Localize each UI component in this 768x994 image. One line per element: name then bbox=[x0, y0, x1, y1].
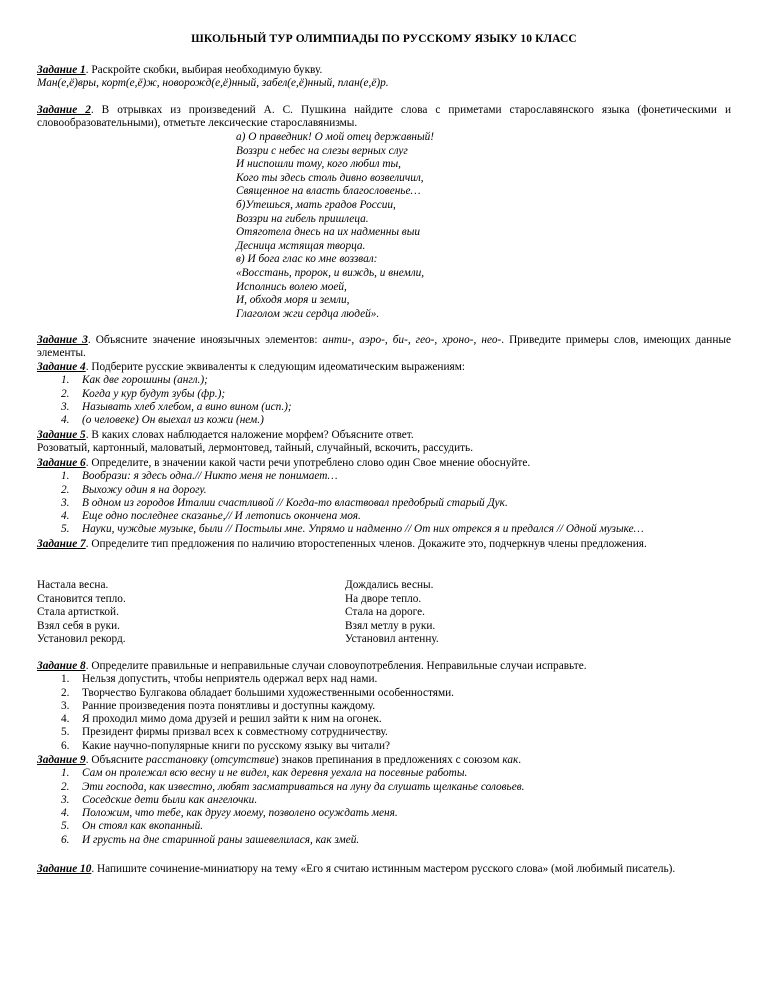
poem-line: И ниспошли тому, кого любил ты, bbox=[236, 158, 401, 171]
task-8-list bbox=[37, 673, 731, 753]
task-5 bbox=[37, 429, 731, 455]
task-9-label: Задание 9 bbox=[37, 754, 86, 766]
sentence: На дворе тепло. bbox=[345, 592, 422, 605]
task-3 bbox=[37, 334, 731, 360]
list-item-text: (о человеке) Он выехал из кожи (нем.) bbox=[82, 414, 264, 427]
list-item-text: Творчество Булгакова обладает большими художественными особенностями. bbox=[82, 686, 454, 699]
list-item bbox=[37, 374, 731, 387]
list-item bbox=[37, 713, 731, 726]
poem-line: а) О праведник! О мой отец державный! bbox=[236, 131, 435, 143]
list-item-text: Науки, чуждые музыке, были // Постылы мне. Упрямо и надменно // От них отрекся я и предался // Одной музыке… bbox=[82, 523, 644, 536]
list-item-text: Он стоял как вкопанный. bbox=[82, 820, 204, 833]
task-8-label: Задание 8 bbox=[37, 660, 86, 672]
poem-line: б)Утешься, мать градов России, bbox=[236, 198, 396, 211]
list-number: 1. bbox=[61, 470, 70, 483]
list-item-text: Эти господа, как известно, любят засматриваться на луну да слушать щелканье соловьев. bbox=[82, 780, 525, 793]
list-item bbox=[37, 794, 731, 807]
list-number: 6. bbox=[61, 833, 70, 846]
task-1-label: Задание 1 bbox=[37, 64, 86, 76]
list-item bbox=[37, 497, 731, 510]
list-item-text: Называть хлеб хлебом, а вино вином (исп.); bbox=[82, 400, 292, 413]
task-2-text: . В отрывках из произведений А. С. Пушкина найдите слова с приметами старославянского языка (фонетическими и словообразовательными), отметьте лексические старославянизмы. bbox=[37, 104, 731, 130]
task-2 bbox=[37, 104, 731, 130]
list-number: 4. bbox=[61, 510, 70, 523]
list-item bbox=[37, 700, 731, 713]
list-item bbox=[37, 523, 731, 536]
task-9-text: . Объясните bbox=[85, 754, 146, 766]
task-1-words: Ман(е,ё)вры, корт(е,ё)ж, новорожд(е,ё)нный, забел(е,ё)нный, план(е,ё)р. bbox=[37, 77, 389, 90]
page-title: ШКОЛЬНЫЙ ТУР ОЛИМПИАДЫ ПО РУССКОМУ ЯЗЫКУ 10 КЛАСС bbox=[191, 33, 577, 45]
list-item-text: Ранние произведения поэта понятливы и доступны каждому. bbox=[82, 699, 376, 712]
list-item bbox=[37, 414, 731, 427]
poem-line: «Восстань, пророк, и виждь, и внемли, bbox=[236, 266, 425, 279]
task-6-label: Задание 6 bbox=[37, 457, 86, 469]
pushkin-excerpts bbox=[236, 131, 434, 321]
task-10-label: Задание 10 bbox=[37, 863, 92, 875]
list-number: 5. bbox=[61, 523, 70, 536]
sentence: Установил рекорд. bbox=[37, 633, 126, 646]
sentence: Взял метлу в руки. bbox=[345, 619, 436, 632]
sentence: Стала артисткой. bbox=[37, 606, 119, 619]
sentence: Становится тепло. bbox=[37, 592, 126, 605]
list-number: 2. bbox=[61, 780, 70, 793]
list-item-text: Еще одно последнее сказанье,// И летопись окончена моя. bbox=[82, 510, 361, 523]
list-item-text: Выхожу один я на дорогу. bbox=[82, 483, 207, 496]
poem-line: Воззри на гибель пришлеца. bbox=[236, 212, 369, 225]
list-item bbox=[37, 388, 731, 401]
list-item-text: Какие научно-популярные книги по русскому языку вы читали? bbox=[82, 739, 391, 752]
task-1-text: . Раскройте скобки, выбирая необходимую букву. bbox=[85, 64, 323, 76]
list-item-text: Я проходил мимо дома друзей и решил зайти к ним на огонек. bbox=[82, 713, 382, 726]
task-3-text: . Объясните значение иноязычных элементов: bbox=[87, 334, 323, 346]
task-9-word-3: как bbox=[502, 754, 519, 766]
list-item-text: Президент фирмы призвал всех к совместному сотрудничеству. bbox=[82, 726, 388, 739]
task-10-text: . Напишите сочинение-миниатюру на тему «Его я считаю истинным мастером русского слова» (мой любимый писатель). bbox=[91, 863, 676, 875]
task-2-label: Задание 2 bbox=[37, 104, 91, 116]
task-5-text: . В каких словах наблюдается наложение морфем? Объясните ответ. bbox=[85, 429, 414, 441]
list-number: 2. bbox=[61, 483, 70, 496]
list-item-text: Как две горошины (англ.); bbox=[82, 374, 208, 387]
list-item bbox=[37, 470, 731, 483]
task-3-elements: анти-, аэро-, би-, гео-, хроно-, нео- bbox=[322, 334, 502, 346]
poem-line: в) И бога глас ко мне воззвал: bbox=[236, 253, 378, 266]
list-number: 3. bbox=[61, 496, 70, 509]
task-6-text: . Определите, в значении какой части речи употреблено слово один Свое мнение обоснуйте. bbox=[85, 457, 531, 469]
list-item-text: И грусть на дне старинной раны зашевелилася, как змей. bbox=[82, 833, 360, 846]
sentence: Установил антенну. bbox=[345, 633, 439, 646]
poem-line: Отяготела днесь на их надменны выи bbox=[236, 226, 420, 239]
list-item-text: Соседские дети были как ангелочки. bbox=[82, 793, 258, 806]
poem-line: Воззри с небес на слезы верных слуг bbox=[236, 144, 408, 157]
list-item-text: Когда у кур будут зубы (фр.); bbox=[82, 387, 226, 400]
list-item bbox=[37, 767, 731, 780]
list-number: 5. bbox=[61, 820, 70, 833]
list-number: 4. bbox=[61, 807, 70, 820]
task-7-text: . Определите тип предложения по наличию второстепенных членов. Докажите это, подчеркнув члены предложения. bbox=[85, 538, 647, 550]
task-7-label: Задание 7 bbox=[37, 538, 86, 550]
list-item bbox=[37, 834, 731, 847]
task-3-label: Задание 3 bbox=[37, 334, 88, 346]
list-item-text: Сам он пролежал всю весну и не видел, как деревня уехала на посевные работы. bbox=[82, 767, 468, 780]
list-number: 5. bbox=[61, 726, 70, 739]
list-item-text: Положим, что тебе, как другу моему, позволено осуждать меня. bbox=[82, 807, 398, 820]
task-4-list bbox=[37, 374, 731, 427]
task-7-right-column bbox=[345, 579, 439, 647]
sentence: Стала на дороге. bbox=[345, 606, 425, 619]
list-number: 3. bbox=[61, 400, 70, 413]
task-8-text: . Определите правильные и неправильные случаи словоупотребления. Неправильные случаи исправьте. bbox=[85, 660, 587, 672]
task-9-text-mid: ) знаков препинания в предложениях с союзом bbox=[274, 754, 503, 766]
list-item bbox=[37, 781, 731, 794]
poem-line: Кого ты здесь столь дивно возвеличил, bbox=[236, 171, 424, 184]
task-5-words: Розоватый, картонный, маловатый, лермонтовед, тайный, случайный, вскочить, рассудить. bbox=[37, 442, 474, 455]
task-6-list bbox=[37, 470, 731, 536]
sentence: Дождались весны. bbox=[345, 579, 434, 591]
task-9-paren-open: ( bbox=[207, 754, 215, 766]
task-6 bbox=[37, 457, 731, 537]
task-4-label: Задание 4 bbox=[37, 361, 86, 373]
list-number: 2. bbox=[61, 387, 70, 400]
task-4 bbox=[37, 361, 731, 427]
list-number: 3. bbox=[61, 699, 70, 712]
poem-line: Исполнись волею моей, bbox=[236, 280, 347, 293]
poem-line: Десница мстящая творца. bbox=[236, 239, 366, 252]
list-item bbox=[37, 726, 731, 739]
list-number: 4. bbox=[61, 414, 70, 427]
task-7-left-column bbox=[37, 579, 126, 647]
task-8 bbox=[37, 660, 731, 753]
poem-line: Глаголом жги сердца людей». bbox=[236, 307, 380, 320]
task-10 bbox=[37, 863, 731, 876]
task-9-list bbox=[37, 767, 731, 847]
task-7 bbox=[37, 538, 731, 551]
list-number: 1. bbox=[61, 767, 70, 780]
list-item bbox=[37, 484, 731, 497]
task-4-text: . Подберите русские эквиваленты к следующим идеоматическим выражениям: bbox=[85, 361, 466, 373]
sentence: Взял себя в руки. bbox=[37, 619, 120, 632]
list-number: 6. bbox=[61, 739, 70, 752]
task-5-label: Задание 5 bbox=[37, 429, 86, 441]
list-item-text: Вообрази: я здесь одна.// Никто меня не понимает… bbox=[82, 470, 338, 483]
list-number: 2. bbox=[61, 686, 70, 699]
list-item bbox=[37, 401, 731, 414]
task-9-word-1: расстановку bbox=[145, 754, 208, 766]
poem-line: Священное на власть благословенье… bbox=[236, 185, 421, 198]
list-number: 1. bbox=[61, 673, 70, 686]
list-item bbox=[37, 807, 731, 820]
poem-line: И, обходя моря и земли, bbox=[236, 294, 350, 307]
list-number: 1. bbox=[61, 374, 70, 387]
task-1 bbox=[37, 64, 731, 90]
list-item-text: Нельзя допустить, чтобы неприятель одержал верх над нами. bbox=[82, 673, 378, 686]
list-item bbox=[37, 687, 731, 700]
task-3-text-end: . Приведите примеры слов, имеющих данные элементы. bbox=[37, 334, 731, 360]
list-item-text: В одном из городов Италии счастливой // Когда-то властвовал предобрый старый Дук. bbox=[82, 496, 508, 509]
list-item bbox=[37, 510, 731, 523]
task-9-word-2: отсутствие bbox=[214, 754, 275, 766]
list-item bbox=[37, 740, 731, 753]
list-item bbox=[37, 673, 731, 686]
task-9-period: . bbox=[518, 754, 522, 766]
sentence: Настала весна. bbox=[37, 579, 109, 591]
task-9 bbox=[37, 754, 731, 847]
list-number: 3. bbox=[61, 793, 70, 806]
list-number: 4. bbox=[61, 713, 70, 726]
list-item bbox=[37, 820, 731, 833]
